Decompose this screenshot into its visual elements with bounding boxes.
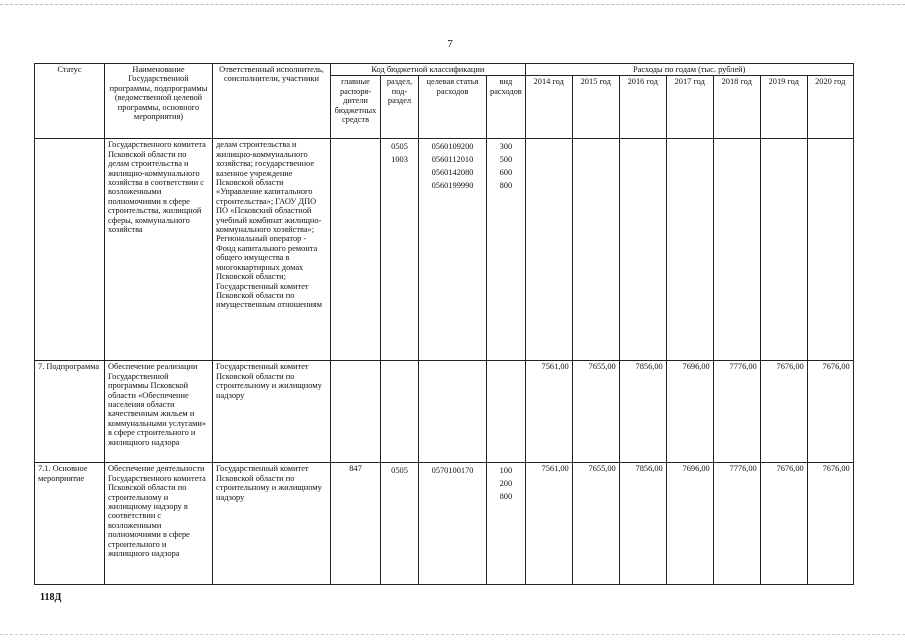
kind-code: 800 bbox=[499, 492, 513, 502]
cell-section bbox=[381, 463, 419, 585]
cell-article bbox=[419, 139, 487, 361]
cell-executor: Государственный комитет Псковской области по строительному и жилищному надзору bbox=[213, 361, 331, 463]
header-year: 2017 год bbox=[666, 76, 713, 139]
header-year: 2020 год bbox=[807, 76, 853, 139]
cell-value: 7856,00 bbox=[619, 361, 666, 463]
cell-status: 7. Подпрограмма bbox=[35, 361, 105, 463]
header-year: 2018 год bbox=[713, 76, 760, 139]
header-name: Наименование Государственной программы, подпрограммы (ведомственной целевой программы, основного мероприятия) bbox=[105, 64, 213, 139]
header-year: 2019 год bbox=[760, 76, 807, 139]
cell-article bbox=[419, 463, 487, 585]
scan-edge-top bbox=[0, 4, 905, 5]
cell-kind bbox=[487, 139, 526, 361]
kind-code: 600 bbox=[499, 168, 513, 178]
table-row bbox=[35, 463, 854, 585]
scan-edge-bottom bbox=[0, 634, 905, 635]
cell-value: 7676,00 bbox=[760, 463, 807, 585]
kind-code: 200 bbox=[499, 479, 513, 489]
kind-code: 500 bbox=[499, 155, 513, 165]
cell-value: 7561,00 bbox=[525, 361, 572, 463]
header-year: 2015 год bbox=[572, 76, 619, 139]
article-code: 0570100170 bbox=[431, 466, 474, 476]
cell-value bbox=[760, 139, 807, 361]
header-article: целевая статья расходов bbox=[419, 76, 487, 139]
cell-value bbox=[525, 139, 572, 361]
cell-value bbox=[619, 139, 666, 361]
cell-grbs bbox=[331, 139, 381, 361]
cell-value: 7655,00 bbox=[572, 361, 619, 463]
cell-name: Обеспечение реализации Государственной программы Псковской области «Обеспечение населения области качественным жильем и коммунальными услугами» в сфере строительного и жилищного надзора bbox=[105, 361, 213, 463]
header-grbs: главные распоря-дители бюджетных средств bbox=[331, 76, 381, 139]
section-code: 0505 bbox=[391, 142, 408, 152]
article-code: 0560109200 bbox=[431, 142, 474, 152]
cell-section bbox=[381, 361, 419, 463]
cell-executor: делам строительства и жилищно-коммунального хозяйства; государственное казенное учреждение Псковской области «Управление капитального строительства»; ГАОУ ДПО ПО «Псковский областной учебный комбинат жилищно-коммунального хозяйства»; Региональный оператор - Фонд капитального ремонта общего имущества в многоквартирных домах Псковской области; Государственный комитет Псковской области по имущественным отношениям bbox=[213, 139, 331, 361]
page-number: 7 bbox=[447, 38, 453, 50]
header-year: 2016 год bbox=[619, 76, 666, 139]
cell-grbs: 847 bbox=[331, 463, 381, 585]
cell-status bbox=[35, 139, 105, 361]
budget-table bbox=[34, 63, 854, 585]
cell-value bbox=[807, 139, 853, 361]
cell-value bbox=[713, 139, 760, 361]
kind-code: 800 bbox=[499, 181, 513, 191]
cell-value: 7676,00 bbox=[807, 361, 853, 463]
cell-value: 7696,00 bbox=[666, 463, 713, 585]
kind-code: 100 bbox=[499, 466, 513, 476]
cell-value: 7561,00 bbox=[525, 463, 572, 585]
cell-value bbox=[666, 139, 713, 361]
cell-article bbox=[419, 361, 487, 463]
cell-kind bbox=[487, 361, 526, 463]
cell-executor: Государственный комитет Псковской области по строительному и жилищному надзору bbox=[213, 463, 331, 585]
section-code: 1003 bbox=[391, 155, 408, 165]
cell-value: 7676,00 bbox=[760, 361, 807, 463]
header-kind: вид расходов bbox=[487, 76, 526, 139]
cell-value: 7776,00 bbox=[713, 361, 760, 463]
cell-status: 7.1. Основное мероприятие bbox=[35, 463, 105, 585]
article-code: 0560142080 bbox=[431, 168, 474, 178]
article-code: 0560112010 bbox=[431, 155, 474, 165]
kind-code: 300 bbox=[499, 142, 513, 152]
section-code: 0505 bbox=[391, 466, 408, 476]
header-executor: Ответственный исполнитель, соисполнители, участники bbox=[213, 64, 331, 139]
cell-name: Государственного комитета Псковской области по делам строительства и жилищно-коммунального хозяйства в соответствии с возложенными полномочиями в сфере строительства, жилищной сферы, коммунального хозяйства bbox=[105, 139, 213, 361]
cell-kind bbox=[487, 463, 526, 585]
cell-value: 7655,00 bbox=[572, 463, 619, 585]
cell-value: 7856,00 bbox=[619, 463, 666, 585]
header-section: раздел, под-раздел bbox=[381, 76, 419, 139]
header-expenses: Расходы по годам (тыс. рублей) bbox=[525, 64, 853, 76]
cell-value bbox=[572, 139, 619, 361]
cell-value: 7776,00 bbox=[713, 463, 760, 585]
header-budget-code: Код бюджетной классификации bbox=[331, 64, 526, 76]
footer-code: 118Д bbox=[40, 592, 62, 603]
cell-section bbox=[381, 139, 419, 361]
cell-name: Обеспечение деятельности Государственного комитета Псковской области по строительному и жилищному надзору в соответствии с возложенными полномочиями в сфере строительного и жилищного надзора bbox=[105, 463, 213, 585]
header-year: 2014 год bbox=[525, 76, 572, 139]
article-code: 0560199990 bbox=[431, 181, 474, 191]
header-status: Статус bbox=[35, 64, 105, 139]
cell-value: 7676,00 bbox=[807, 463, 853, 585]
table-row bbox=[35, 139, 854, 361]
table-row bbox=[35, 361, 854, 463]
cell-grbs bbox=[331, 361, 381, 463]
cell-value: 7696,00 bbox=[666, 361, 713, 463]
